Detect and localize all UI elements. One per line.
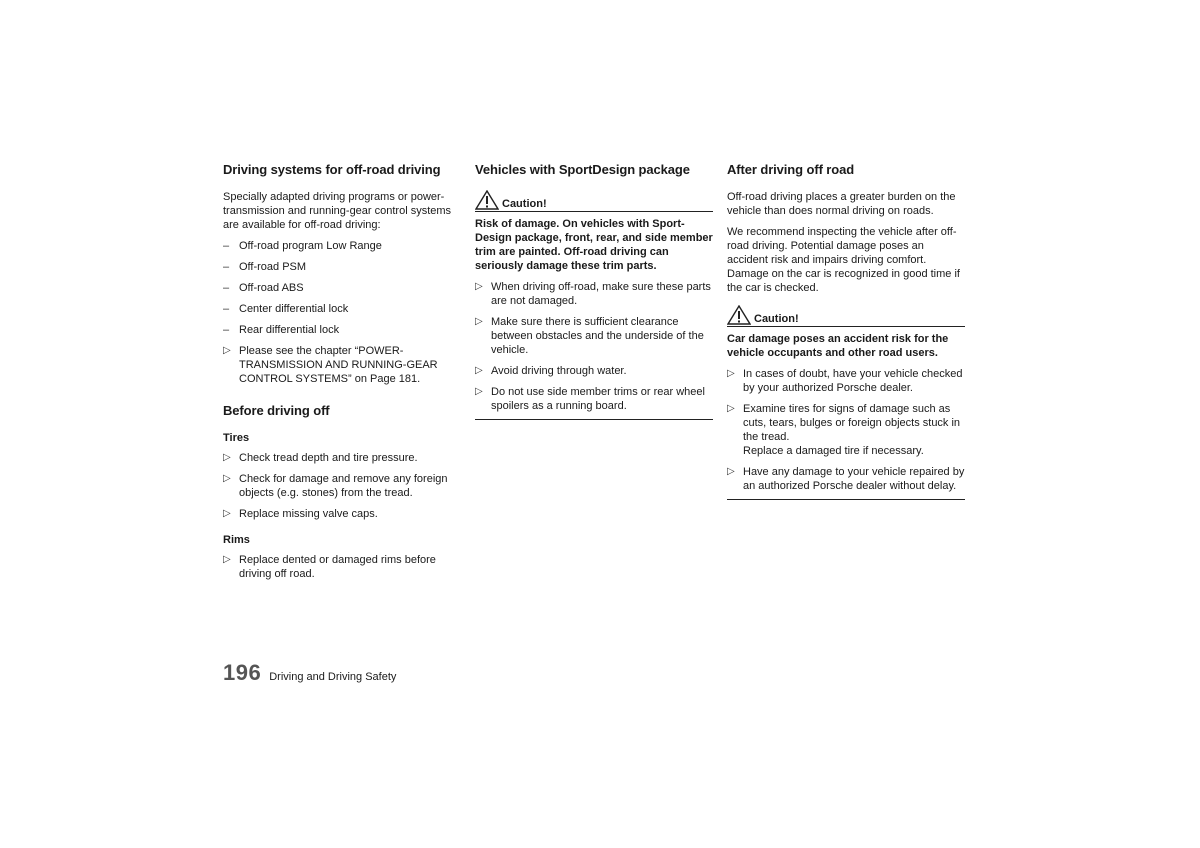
triangle-bullet-icon: ▷ <box>727 368 735 379</box>
caution-header <box>475 190 713 212</box>
column-right <box>727 162 965 500</box>
off-road-systems-list <box>223 239 463 386</box>
caution-text: Risk of damage. On vehicles with Sport-Design package, front, rear, and side member trim are painted. Off-road driving can seriously damage these trim parts. <box>475 218 713 272</box>
list-item: ▷ Replace missing valve caps. <box>223 508 378 520</box>
rims-list <box>223 553 463 581</box>
list-item-reference: ▷ Please see the chapter “POWER-TRANSMISSION AND RUNNING-GEAR CONTROL SYSTEMS” on Page 181. <box>223 345 438 385</box>
list-item: ▷ Have any damage to your vehicle repaired by an authorized Porsche dealer without delay. <box>727 466 965 492</box>
list-item: – Center differential lock <box>223 303 349 315</box>
caution-label: Caution! <box>502 198 547 210</box>
list-item: – Off-road program Low Range <box>223 240 382 252</box>
heading-sportdesign: Vehicles with SportDesign package <box>475 162 690 177</box>
warning-triangle-icon <box>727 305 751 325</box>
dash-marker: – <box>223 324 230 336</box>
list-item: ▷ Check for damage and remove any foreign objects (e.g. stones) from the tread. <box>223 473 448 499</box>
heading-before-driving-off: Before driving off <box>223 403 330 418</box>
list-item: ▷ Replace dented or damaged rims before driving off road. <box>223 554 436 580</box>
page-number: 196 <box>223 660 262 685</box>
list-item: ▷ Check tread depth and tire pressure. <box>223 452 418 464</box>
list-item: ▷ Do not use side member trims or rear wheel spoilers as a running board. <box>475 386 705 412</box>
triangle-bullet-icon: ▷ <box>223 345 231 356</box>
dash-marker: – <box>223 303 230 315</box>
list-item: ▷ Make sure there is sufficient clearance between obstacles and the underside of the vehicle. <box>475 316 704 356</box>
column-left <box>223 162 463 588</box>
list-item: ▷ When driving off-road, make sure these parts are not damaged. <box>475 281 711 307</box>
section-title: Driving and Driving Safety <box>269 671 397 683</box>
caution-text: Car damage poses an accident risk for the vehicle occupants and other road users. <box>727 333 949 359</box>
triangle-bullet-icon: ▷ <box>475 281 483 292</box>
column-middle <box>475 162 713 420</box>
heading-after-driving-off-road: After driving off road <box>727 162 855 177</box>
triangle-bullet-icon: ▷ <box>223 452 231 463</box>
paragraph-inspection: We recommend inspecting the vehicle after off-road driving. Potential damage poses an accident risk and impairs driving comfort. Damage on the car is recognized in good time if the car is checked. <box>727 226 960 294</box>
dash-marker: – <box>223 282 230 294</box>
dash-marker: – <box>223 261 230 273</box>
heading-driving-systems: Driving systems for off-road driving <box>223 162 441 177</box>
list-item: – Rear differential lock <box>223 324 340 336</box>
intro-paragraph: Specially adapted driving programs or power-transmission and running-gear control systems are available for off-road driving: <box>223 191 452 231</box>
paragraph-burden: Off-road driving places a greater burden on the vehicle than does normal driving on roads. <box>727 191 956 217</box>
triangle-bullet-icon: ▷ <box>727 466 735 477</box>
subheading-tires: Tires <box>223 432 250 444</box>
list-item: – Off-road PSM <box>223 261 307 273</box>
list-item: – Off-road ABS <box>223 282 304 294</box>
after-off-road-list <box>727 367 965 493</box>
triangle-bullet-icon: ▷ <box>223 508 231 519</box>
caution-end-rule <box>727 499 965 500</box>
page-footer <box>223 660 396 686</box>
triangle-bullet-icon: ▷ <box>223 473 231 484</box>
list-item: ▷ In cases of doubt, have your vehicle checked by your authorized Porsche dealer. <box>727 368 963 394</box>
triangle-bullet-icon: ▷ <box>475 365 483 376</box>
triangle-bullet-icon: ▷ <box>475 316 483 327</box>
sportdesign-list <box>475 280 713 413</box>
triangle-bullet-icon: ▷ <box>475 386 483 397</box>
warning-triangle-icon <box>475 190 499 210</box>
dash-marker: – <box>223 240 230 252</box>
triangle-bullet-icon: ▷ <box>223 554 231 565</box>
caution-header <box>727 305 965 327</box>
subheading-rims: Rims <box>223 534 250 546</box>
list-item: ▷ Avoid driving through water. <box>475 365 627 377</box>
caution-label: Caution! <box>754 313 799 325</box>
caution-end-rule <box>475 419 713 420</box>
tires-list <box>223 451 463 521</box>
list-item: ▷ Examine tires for signs of damage such as cuts, tears, bulges or foreign objects stuck in the tread. Replace a damaged tire if necessary. <box>727 403 961 457</box>
triangle-bullet-icon: ▷ <box>727 403 735 414</box>
